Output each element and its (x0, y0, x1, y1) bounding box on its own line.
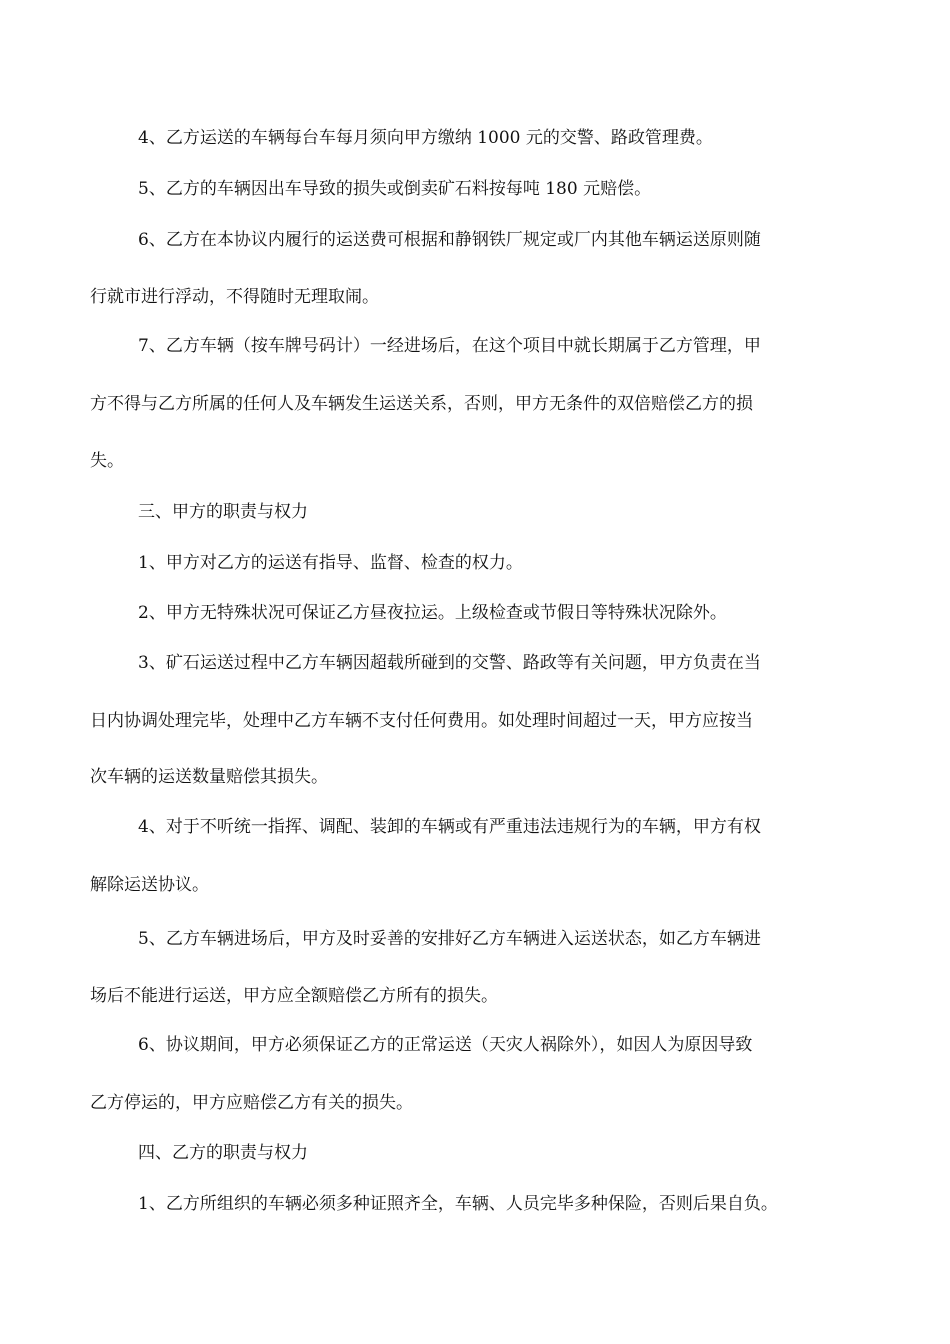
paragraph-line: 次车辆的运送数量赔偿其损失。 (90, 767, 328, 787)
paragraph-line: 2、甲方无特殊状况可保证乙方昼夜拉运。上级检查或节假日等特殊状况除外。 (138, 603, 727, 623)
paragraph-line: 4、对于不听统一指挥、调配、装卸的车辆或有严重违法违规行为的车辆，甲方有权 (138, 817, 761, 837)
paragraph-line: 1、甲方对乙方的运送有指导、监督、检查的权力。 (138, 553, 523, 573)
section-heading: 三、甲方的职责与权力 (138, 502, 308, 522)
paragraph-line: 场后不能进行运送，甲方应全额赔偿乙方所有的损失。 (90, 986, 498, 1006)
paragraph-line: 6、乙方在本协议内履行的运送费可根据和静钢铁厂规定或厂内其他车辆运送原则随 (138, 230, 761, 250)
paragraph-line: 行就市进行浮动，不得随时无理取闹。 (90, 287, 379, 307)
paragraph-line: 7、乙方车辆（按车牌号码计）一经进场后，在这个项目中就长期属于乙方管理，甲 (138, 336, 761, 356)
paragraph-line: 4、乙方运送的车辆每台车每月须向甲方缴纳 1000 元的交警、路政管理费。 (138, 128, 713, 148)
paragraph-line: 乙方停运的，甲方应赔偿乙方有关的损失。 (90, 1093, 413, 1113)
paragraph-line: 解除运送协议。 (90, 875, 209, 895)
paragraph-line: 日内协调处理完毕，处理中乙方车辆不支付任何费用。如处理时间超过一天，甲方应按当 (90, 711, 753, 731)
paragraph-line: 失。 (90, 451, 124, 471)
paragraph-line: 3、矿石运送过程中乙方车辆因超载所碰到的交警、路政等有关问题，甲方负责在当 (138, 653, 761, 673)
section-heading: 四、乙方的职责与权力 (138, 1143, 308, 1163)
paragraph-line: 方不得与乙方所属的任何人及车辆发生运送关系，否则，甲方无条件的双倍赔偿乙方的损 (90, 394, 753, 414)
paragraph-line: 5、乙方车辆进场后，甲方及时妥善的安排好乙方车辆进入运送状态，如乙方车辆进 (138, 929, 761, 949)
paragraph-line: 5、乙方的车辆因出车导致的损失或倒卖矿石料按每吨 180 元赔偿。 (138, 179, 652, 199)
paragraph-line: 6、协议期间，甲方必须保证乙方的正常运送（天灾人祸除外），如因人为原因导致 (138, 1035, 753, 1055)
paragraph-line: 1、乙方所组织的车辆必须多种证照齐全，车辆、人员完毕多种保险，否则后果自负。 (138, 1194, 778, 1214)
